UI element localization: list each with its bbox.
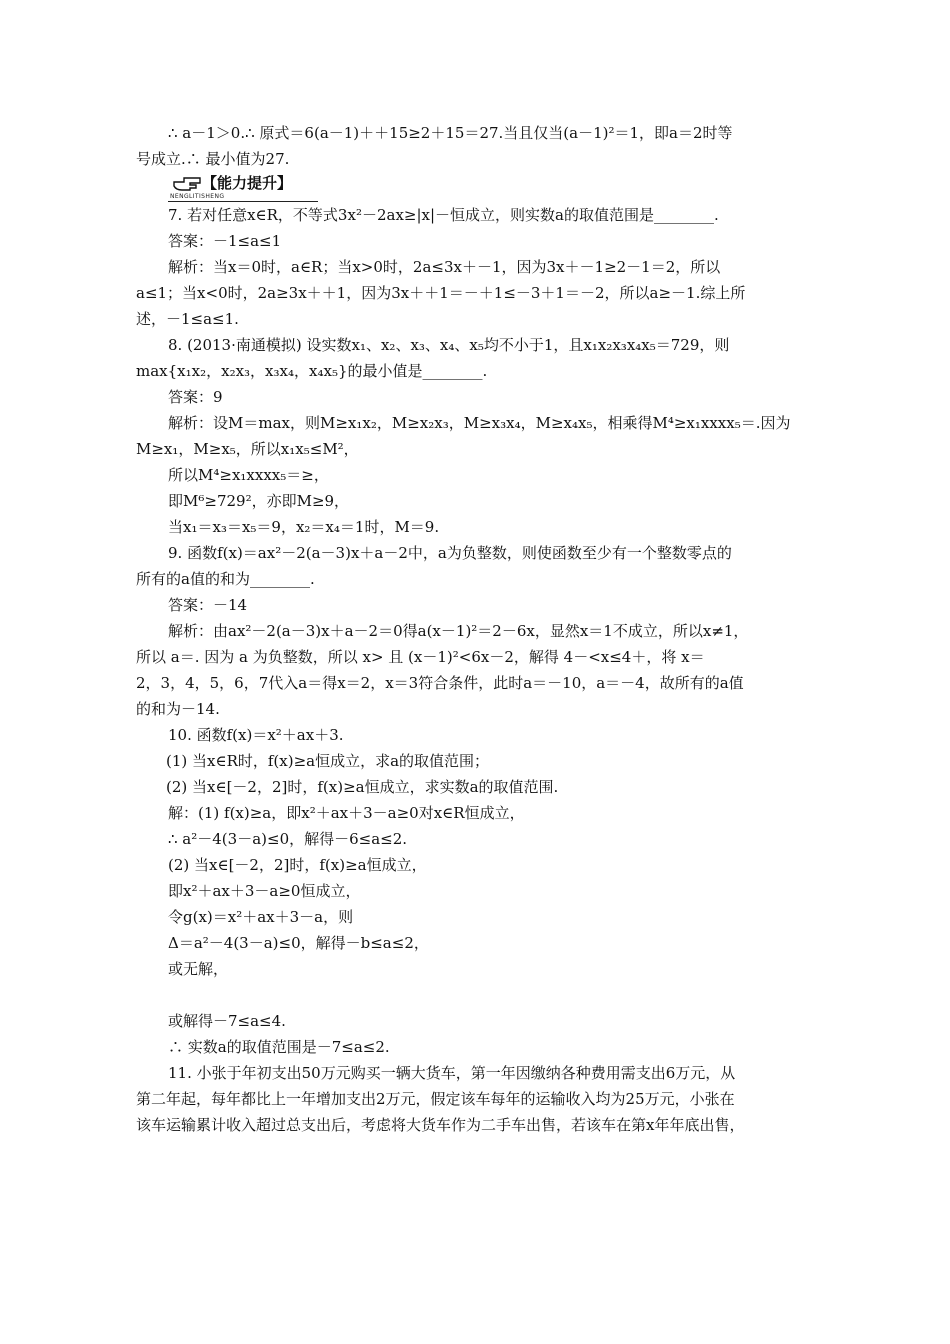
- solution-line: 即M⁶≥729²，亦即M≥9，: [168, 492, 350, 510]
- solution-line: 的和为－14.: [136, 700, 220, 718]
- solution-line: 或无解，: [168, 960, 229, 978]
- answer-8: 答案：9: [168, 388, 223, 406]
- solution-line: 解析：设M＝max，则M≥x₁x₂，M≥x₂x₃，M≥x₃x₄，M≥x₄x₅，相乘得M⁴≥x₁xxxx₅＝.因为: [168, 414, 791, 432]
- text-line: ∴ a－1＞0.∴ 原式＝6(a－1)＋＋15≥2＋15＝27.当且仅当(a－1)²＝1，即a＝2时等: [168, 124, 733, 142]
- question-line: 该车运输累计收入超过总支出后，考虑将大货车作为二手车出售，若该车在第x年年底出售，: [136, 1116, 745, 1134]
- blank-line: [136, 982, 816, 1008]
- question-9: 9. 函数f(x)＝ax²－2(a－3)x＋a－2中，a为负整数，则使函数至少有一个整数零点的: [168, 544, 732, 562]
- solution-line: (2) 当x∈[－2，2]时，f(x)≥a恒成立，: [168, 856, 427, 874]
- solution-line: 解析：当x＝0时，a∈R；当x>0时，2a≤3x＋－1，因为3x＋－1≥2－1＝2，所以: [168, 258, 721, 276]
- solution-line: 令g(x)＝x²＋ax＋3－a，则: [168, 908, 354, 926]
- section-title: 【能力提升】: [202, 174, 293, 192]
- solution-line: 当x₁＝x₃＝x₅＝9，x₂＝x₄＝1时，M＝9.: [168, 518, 440, 536]
- question-part: (1) 当x∈R时，f(x)≥a恒成立，求a的取值范围；: [166, 752, 490, 770]
- question-line: max{x₁x₂，x₂x₃，x₃x₄，x₄x₅}的最小值是________.: [136, 362, 488, 380]
- question-8: 8. (2013·南通模拟) 设实数x₁、x₂、x₃、x₄、x₅均不小于1，且x₁x₂x₃x₄x₅＝729，则: [168, 336, 730, 354]
- solution-line: 2，3，4，5，6，7代入a＝得x＝2，x＝3符合条件，此时a＝－10，a＝－4，故所有的a值: [136, 674, 744, 692]
- solution-line: 解：(1) f(x)≥a，即x²＋ax＋3－a≥0对x∈R恒成立，: [168, 804, 525, 822]
- solution-line: 解析：由ax²－2(a－3)x＋a－2＝0得a(x－1)²＝2－6x，显然x＝1不成立，所以x≠1，: [168, 622, 749, 640]
- question-7: 7. 若对任意x∈R，不等式3x²－2ax≥|x|－恒成立，则实数a的取值范围是________.: [168, 206, 719, 224]
- solution-line: ∴ a²－4(3－a)≤0，解得－6≤a≤2.: [168, 830, 408, 848]
- section-subtitle: NENGLITISHENG: [170, 193, 225, 200]
- answer-9: 答案：－14: [168, 596, 248, 614]
- text-line: 号成立.∴ 最小值为27.: [136, 150, 290, 168]
- solution-line: M≥x₁，M≥x₅，所以x₁x₅≤M²，: [136, 440, 359, 458]
- section-banner: [168, 172, 328, 202]
- answer-7: 答案：－1≤a≤1: [168, 232, 282, 250]
- solution-line: Δ＝a²－4(3－a)≤0，解得－b≤a≤2，: [168, 934, 429, 952]
- question-part: (2) 当x∈[－2，2]时，f(x)≥a恒成立，求实数a的取值范围.: [166, 778, 559, 796]
- question-line: 所有的a值的和为________.: [136, 570, 315, 588]
- solution-line: 所以 a＝. 因为 a 为负整数，所以 x> 且 (x－1)²<6x－2，解得 4－<x≤4＋，将 x＝: [136, 648, 705, 666]
- pointing-hand-icon: [172, 174, 202, 194]
- question-line: 第二年起，每年都比上一年增加支出2万元，假定该车每年的运输收入均为25万元，小张在: [136, 1090, 735, 1108]
- question-10: 10. 函数f(x)＝x²＋ax＋3.: [168, 726, 344, 744]
- solution-line: ∴ 实数a的取值范围是－7≤a≤2.: [168, 1038, 390, 1056]
- question-11: 11. 小张于年初支出50万元购买一辆大货车，第一年因缴纳各种费用需支出6万元，从: [168, 1064, 736, 1082]
- divider: [168, 201, 318, 202]
- solution-line: 即x²＋ax＋3－a≥0恒成立，: [168, 882, 361, 900]
- document-content: [136, 120, 816, 1138]
- solution-line: a≤1；当x<0时，2a≥3x＋＋1，因为3x＋＋1＝－＋1≤－3＋1＝－2，所以a≥－1.综上所: [136, 284, 746, 302]
- solution-line: 述，－1≤a≤1.: [136, 310, 239, 328]
- solution-line: 或解得－7≤a≤4.: [168, 1012, 286, 1030]
- solution-line: 所以M⁴≥x₁xxxx₅＝≥，: [168, 466, 329, 484]
